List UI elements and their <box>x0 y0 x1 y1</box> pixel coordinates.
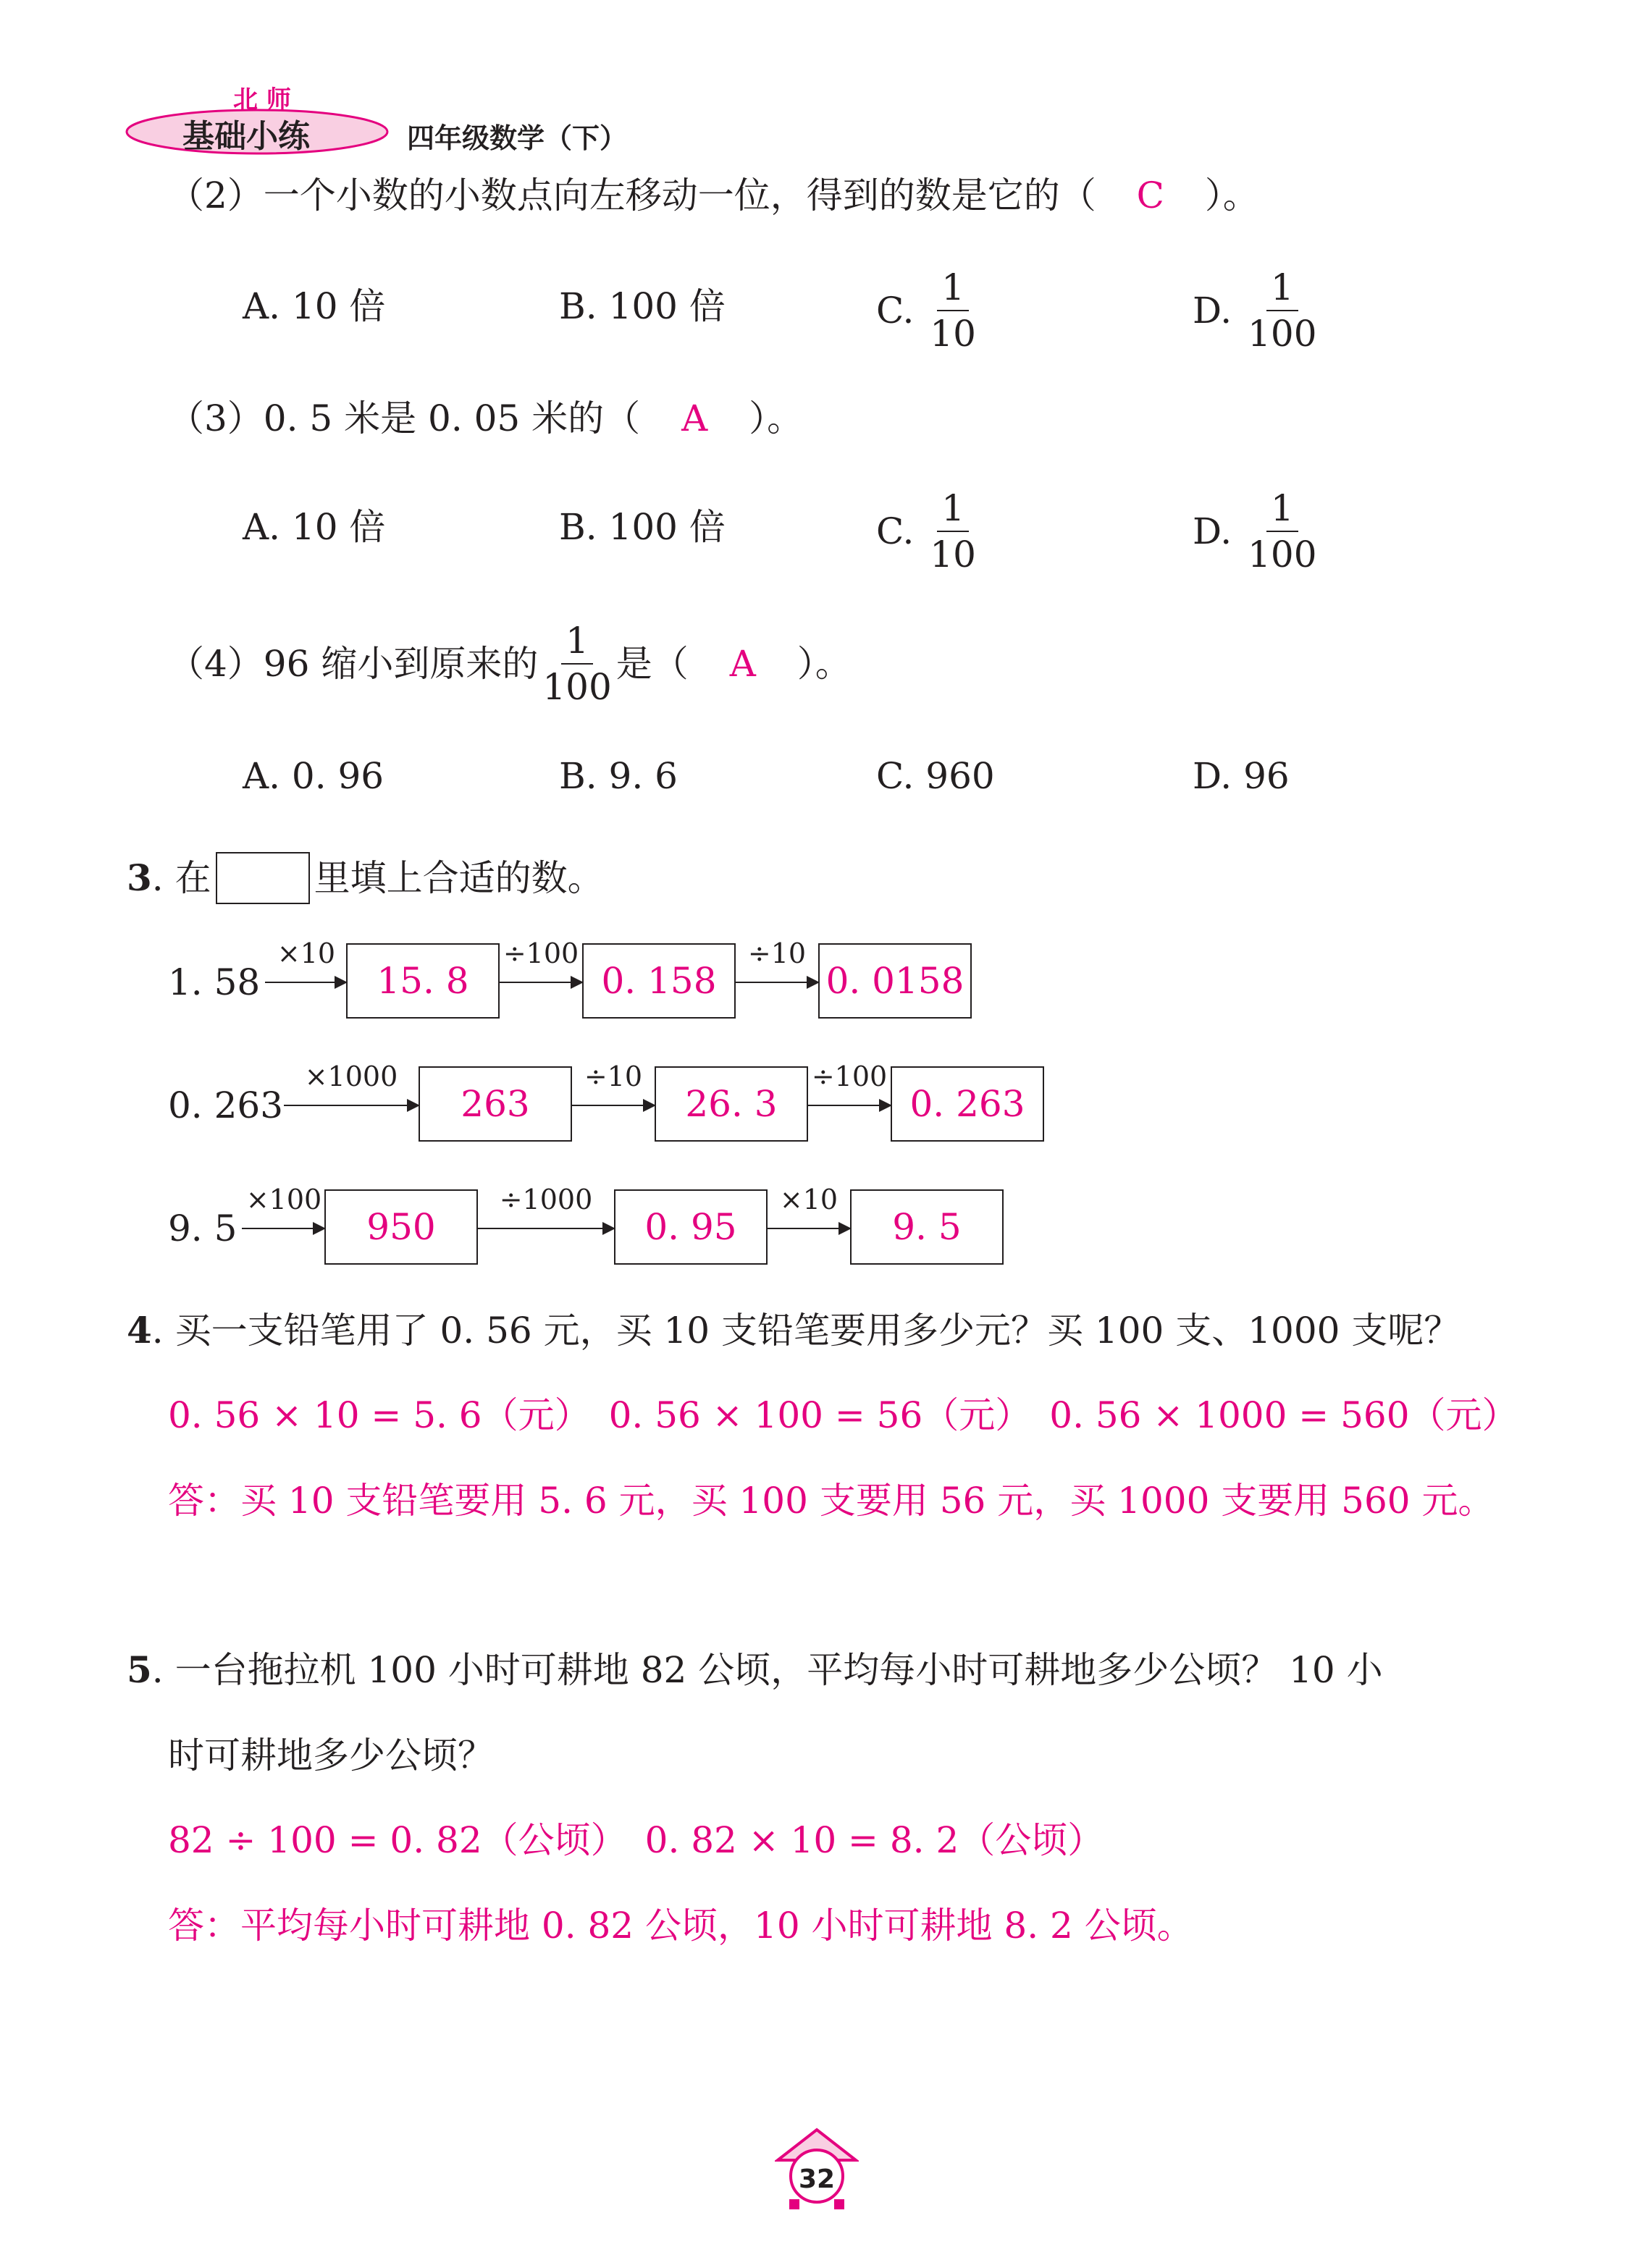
q4-fraction <box>538 620 615 708</box>
q4-text-mid: 是（ <box>615 643 689 685</box>
brand-main: 基础小练 <box>182 118 310 155</box>
fraction-denominator: 10 <box>930 534 976 576</box>
fraction-numerator: 1 <box>561 623 593 665</box>
chain-operator: ×100 <box>245 1184 322 1215</box>
q2-choice-b: B. 100 倍 <box>559 285 726 327</box>
q4-answer: A <box>729 643 756 685</box>
q3-stem <box>168 397 804 439</box>
q2-choice-d <box>1193 266 1321 355</box>
q2-choice-d-fraction <box>1243 266 1321 355</box>
chain-operator: ×10 <box>277 937 336 969</box>
q2-stem <box>168 174 1259 216</box>
q2-choice-d-label: D. <box>1193 290 1232 332</box>
section4-answer: 答：买 10 支铅笔要用 5. 6 元，买 100 支要用 56 元，买 1000 支要用 560 元。 <box>168 1480 1495 1522</box>
arrow-icon <box>736 982 818 983</box>
q4-text: （4）96 缩小到原来的 <box>168 643 539 685</box>
page-number: 32 <box>798 2164 836 2194</box>
fraction-numerator: 1 <box>1266 269 1298 311</box>
chain-start: 0. 263 <box>168 1084 284 1126</box>
section4-question <box>127 1309 1460 1352</box>
chain-operator: ×10 <box>779 1184 838 1215</box>
q3-choice-d-label: D. <box>1193 510 1232 552</box>
arrow-icon <box>265 982 346 983</box>
q3-choice-d <box>1193 487 1321 576</box>
q4-choice-a: A. 0. 96 <box>243 755 384 797</box>
arrow-icon <box>572 1105 655 1106</box>
q4-stem <box>168 620 852 708</box>
q3-answer: A <box>681 397 708 439</box>
q2-choice-c <box>876 266 980 355</box>
arrow-icon <box>768 1228 850 1229</box>
q4-choice-d: D. 96 <box>1193 755 1290 797</box>
q3-choice-c-fraction <box>925 487 980 576</box>
q2-choice-a: A. 10 倍 <box>243 285 386 327</box>
q2-answer: C <box>1136 174 1164 216</box>
q3-text: （3）0. 5 米是 0. 05 米的（ <box>168 397 641 439</box>
book-subtitle: 四年级数学（下） <box>407 122 628 154</box>
fraction-numerator: 1 <box>937 490 969 532</box>
section3-title <box>127 852 604 904</box>
q4-text-end: ）。 <box>797 643 852 685</box>
chain-operator: ÷100 <box>811 1061 888 1092</box>
q3-choice-c-label: C. <box>876 510 915 552</box>
section3-text: . 在 <box>151 857 211 899</box>
fraction-denominator: 100 <box>1248 313 1317 355</box>
q2-text-end: ）。 <box>1204 174 1259 216</box>
chain-operator: ×1000 <box>304 1061 398 1092</box>
chain-operator: ÷10 <box>747 937 807 969</box>
answer-box[interactable]: 950 <box>324 1189 478 1265</box>
q3-choice-b: B. 100 倍 <box>559 506 726 548</box>
q4-choice-c: C. 960 <box>876 755 995 797</box>
answer-box[interactable]: 0. 158 <box>582 943 736 1019</box>
q3-text-end: ）。 <box>749 397 804 439</box>
section5-question-line2: 时可耕地多少公顷？ <box>168 1734 494 1776</box>
answer-box[interactable]: 0. 95 <box>614 1189 768 1265</box>
chain-start: 1. 58 <box>168 961 261 1003</box>
section5-number: 5 <box>127 1648 152 1691</box>
section4-number: 4 <box>127 1309 152 1352</box>
section4-calculation: 0. 56 × 10 = 5. 6（元） 0. 56 × 100 = 56（元） 0. 56 × 1000 = 560（元） <box>168 1394 1518 1436</box>
fraction-denominator: 100 <box>1248 534 1317 576</box>
answer-box[interactable]: 9. 5 <box>850 1189 1004 1265</box>
arrow-icon <box>500 982 582 983</box>
section4-text: . 买一支铅笔用了 0. 56 元，买 10 支铅笔要用多少元？买 100 支、1000 支呢？ <box>151 1310 1460 1352</box>
arrow-icon <box>242 1228 324 1229</box>
q2-choice-c-fraction <box>925 266 980 355</box>
chain-operator: ÷1000 <box>499 1184 593 1215</box>
q4-choice-b: B. 9. 6 <box>559 755 678 797</box>
chain-start: 9. 5 <box>168 1207 238 1249</box>
fraction-denominator: 10 <box>930 313 976 355</box>
section5-answer: 答：平均每小时可耕地 0. 82 公顷，10 小时可耕地 8. 2 公顷。 <box>168 1905 1193 1947</box>
fraction-numerator: 1 <box>1266 490 1298 532</box>
arrow-icon <box>808 1105 891 1106</box>
q2-text: （2）一个小数的小数点向左移动一位，得到的数是它的（ <box>168 174 1096 216</box>
sample-blank-box <box>216 852 310 904</box>
answer-box[interactable]: 0. 0158 <box>818 943 972 1019</box>
chain-operator: ÷10 <box>584 1061 643 1092</box>
section5-text: . 一台拖拉机 100 小时可耕地 82 公顷，平均每小时可耕地多少公顷？ 10 小 <box>151 1649 1383 1691</box>
q3-choice-d-fraction <box>1243 487 1321 576</box>
fraction-denominator: 100 <box>542 666 612 708</box>
section3-number: 3 <box>127 856 152 899</box>
q3-choice-a: A. 10 倍 <box>243 506 386 548</box>
fraction-numerator: 1 <box>937 269 969 311</box>
section3-text-end: 里填上合适的数。 <box>314 857 604 899</box>
arrow-icon <box>284 1105 419 1106</box>
section5-question <box>127 1648 1383 1691</box>
q2-choice-c-label: C. <box>876 290 915 332</box>
answer-box[interactable]: 0. 263 <box>891 1066 1044 1142</box>
answer-box[interactable]: 263 <box>419 1066 572 1142</box>
chain-operator: ÷100 <box>503 937 579 969</box>
answer-box[interactable]: 26. 3 <box>655 1066 808 1142</box>
arrow-icon <box>478 1228 614 1229</box>
brand-top: 北 师 <box>233 85 291 114</box>
answer-box[interactable]: 15. 8 <box>346 943 500 1019</box>
section5-calculation: 82 ÷ 100 = 0. 82（公顷） 0. 82 × 10 = 8. 2（公顷） <box>168 1819 1104 1861</box>
q3-choice-c <box>876 487 980 576</box>
